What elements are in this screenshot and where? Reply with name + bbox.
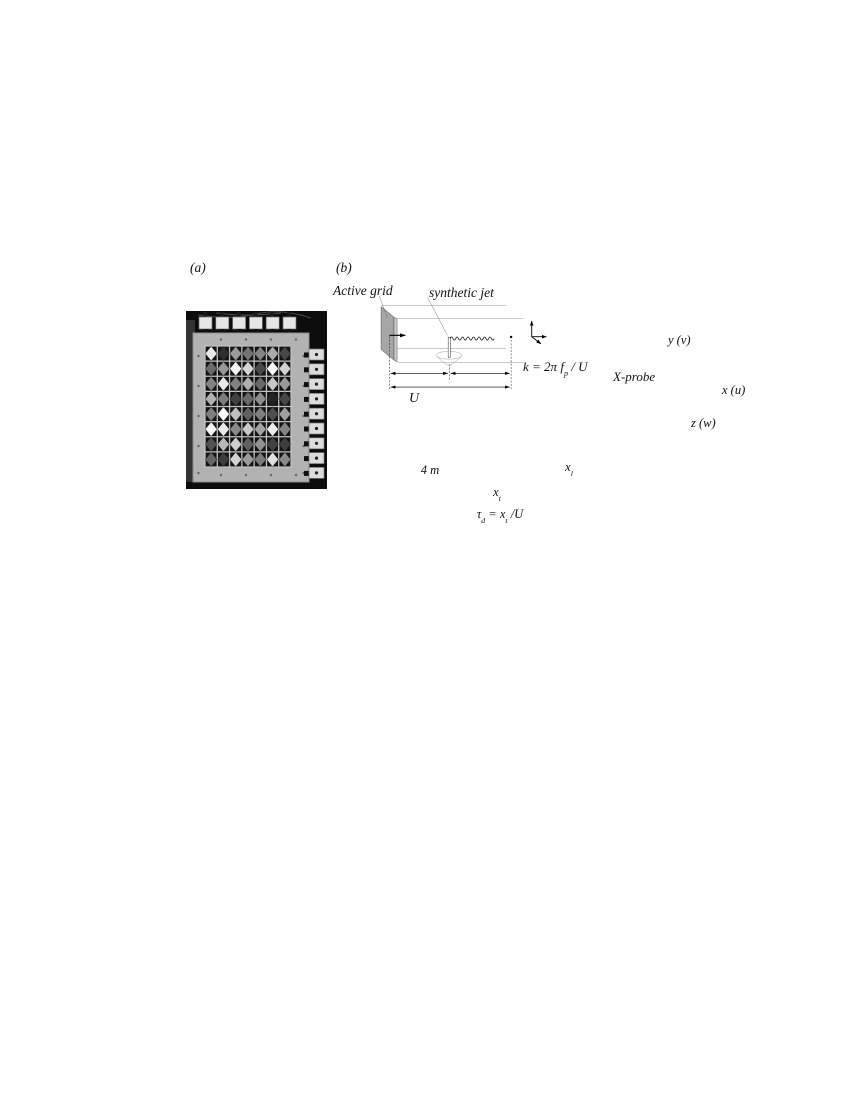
synthetic-jet-label: synthetic jet xyxy=(429,285,494,300)
velocity-label: U xyxy=(409,391,420,406)
dim-total-sub: t xyxy=(498,493,501,503)
delay-eq-tau-sub: d xyxy=(481,515,486,525)
axis-x-label: x (u) xyxy=(722,383,746,397)
delay-eq-x-sub: t xyxy=(505,515,508,525)
dim-total-label xyxy=(489,486,505,502)
wavenumber-post: / U xyxy=(567,359,588,374)
dim-4m-label: 4 m xyxy=(417,464,443,478)
wavenumber-symbol: f xyxy=(560,359,564,374)
wavenumber-pre: k = 2π xyxy=(523,359,561,374)
panel-b-label: (b) xyxy=(336,260,352,275)
delay-eq-tau: τ xyxy=(476,507,482,521)
dim-jet-probe-label xyxy=(561,461,577,477)
jet-tube xyxy=(448,337,450,357)
axis-z-label: z (w) xyxy=(691,416,716,430)
active-grid-label: Active grid xyxy=(333,283,393,298)
panel-a-label: (a) xyxy=(190,260,206,275)
photo-motors-right xyxy=(304,349,324,478)
wavenumber-label xyxy=(523,360,587,377)
wind-tunnel-schematic xyxy=(330,290,760,535)
x-probe-dot xyxy=(510,336,512,338)
delay-equation xyxy=(477,508,523,524)
delay-eq-post: /U xyxy=(507,507,524,521)
delay-eq-mid: = x xyxy=(485,507,506,521)
synthetic-jet-pointer-line xyxy=(427,297,447,335)
perturbation-wave xyxy=(450,337,494,340)
axis-y-label: y (v) xyxy=(668,333,691,347)
dim-jet-probe-sub: l xyxy=(570,468,573,478)
x-probe-label: X-probe xyxy=(613,369,656,384)
coordinate-axes xyxy=(532,321,547,344)
wavenumber-subscript: p xyxy=(563,369,568,379)
dim-total-base: x xyxy=(493,484,499,499)
z-axis-arrow xyxy=(532,337,541,344)
active-grid-photo xyxy=(186,311,327,489)
dim-jet-probe-base: x xyxy=(565,459,571,474)
